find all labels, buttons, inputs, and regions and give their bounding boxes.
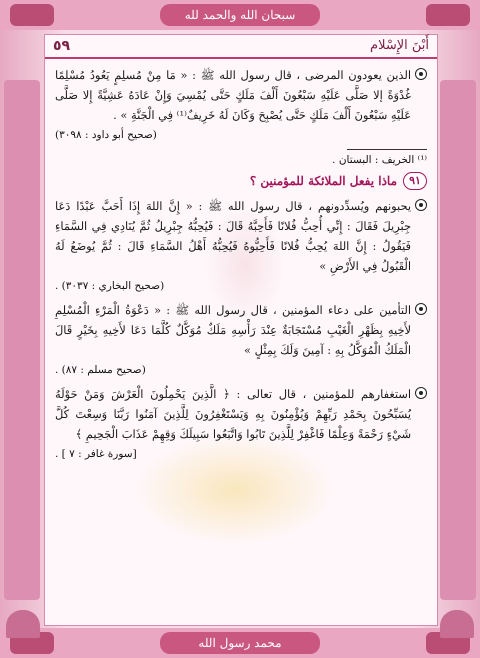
mosque-icon [440, 610, 474, 638]
answer-text: يحبونهم ويُسدِّدونهم ، قال رسول الله ﷺ : « إِنَّ اللهَ إِذَا أَحَبَّ عَبْدًا دَعَا جِبْرِيلَ فَقَالَ : إِنِّي أُحِبُّ فُلانًا فَأَحِبَّهُ قَالَ : فَيُحِبُّهُ جِبْرِيلُ ثُمَّ يُنَادِي فِي السَّمَاءِ فَيَقُولُ : إِنَّ اللهَ يُحِبُّ فُلانًا فَأَحِبُّوهُ فَيُحِبُّهُ أَهْلُ السَّمَاءِ قَالَ : ثُمَّ يُوضَعُ لَهُ الْقَبُولُ فِي الأَرْضِ » [55, 199, 411, 273]
page-content [44, 34, 438, 626]
quran-source: [سورة غافر : ٧ ] . [55, 448, 137, 460]
left-ornament [4, 80, 40, 600]
paragraph [55, 65, 427, 125]
hadith-source: (صحيح البخاري : ٣٠٣٧) . [55, 280, 165, 292]
paragraph-text: الذين يعودون المرضى ، قال رسول الله ﷺ : « مَا مِنْ مُسلِمٍ يَعُودُ مُسْلِمًا غُدْوَةً إلا صَلَّى عَلَيْهِ سَبْعُونَ أَلْفَ مَلَكٍ حَتَّى يُمْسِيَ وَإِنْ عَادَهُ عَشِيَّةً إِلا صَلَّى عَلَيْهِ سَبْعُونَ أَلْفَ مَلَكٍ حَتَّى يُصْبِحَ وَكَانَ لَهُ خَرِيفٌ⁽¹⁾ فِي الْجَنَّةِ » . [55, 68, 411, 122]
page-number: ٥٩ [53, 38, 71, 54]
answer-paragraph [55, 300, 427, 360]
mosque-icon [6, 610, 40, 638]
page-title: أَبْنَ الإِسْلام [370, 38, 429, 53]
answer-paragraph [55, 384, 427, 444]
question-text: ماذا يفعل الملائكة للمؤمنين ؟ [249, 174, 397, 188]
top-calligraphy: سبحان الله والحمد لله [160, 4, 320, 26]
quran-book-icon [10, 4, 54, 26]
footnote-divider [347, 149, 427, 150]
page-header [45, 35, 437, 59]
bullet-icon [415, 199, 427, 211]
right-ornament [440, 80, 476, 600]
answer-text: استغفارهم للمؤمنين ، قال تعالى : ﴿ الَّذِينَ يَحْمِلُونَ الْعَرْشَ وَمَنْ حَوْلَهُ يُسَبِّحُونَ بِحَمْدِ رَبِّهِمْ وَيُؤْمِنُونَ بِهِ وَيَسْتَغْفِرُونَ لِلَّذِينَ آمَنُوا رَبَّنَا وَسِعْتَ كُلَّ شَيْءٍ رَحْمَةً وَعِلْمًا فَاغْفِرْ لِلَّذِينَ تَابُوا وَاتَّبَعُوا سَبِيلَكَ وَقِهِمْ عَذَابَ الْجَحِيمِ ﴾ [55, 387, 411, 441]
answer-text: التأمين على دعاء المؤمنين ، قال رسول الله ﷺ : « دَعْوَةُ الْمَرْءِ الْمُسْلِمِ لأَخِيهِ بِظَهْرِ الْغَيْبِ مُسْتَجَابَةٌ عِنْدَ رَأْسِهِ مَلَكٌ مُوَكَّلٌ كُلَّمَا دَعَا لأَخِيهِ بِخَيْرٍ قَالَ الْمَلَكُ الْمُوَكَّلُ بِهِ : آمِينَ وَلَكَ بِمِثْلٍ » [55, 303, 411, 357]
hadith-source: (صحيح أبو داود : ٣٠٩٨) [55, 129, 157, 141]
hadith-source: (صحيح مسلم : ٨٧) . [55, 364, 146, 376]
quran-book-icon [426, 4, 470, 26]
bullet-icon [415, 387, 427, 399]
page-body [55, 65, 427, 468]
question-heading [55, 172, 427, 190]
footnote: ⁽¹⁾ الخريف : البستان . [332, 154, 427, 166]
bullet-icon [415, 303, 427, 315]
question-number: ٩١ [403, 172, 427, 190]
answer-paragraph [55, 196, 427, 276]
bullet-icon [415, 68, 427, 80]
bottom-calligraphy: محمد رسول الله [160, 632, 320, 654]
